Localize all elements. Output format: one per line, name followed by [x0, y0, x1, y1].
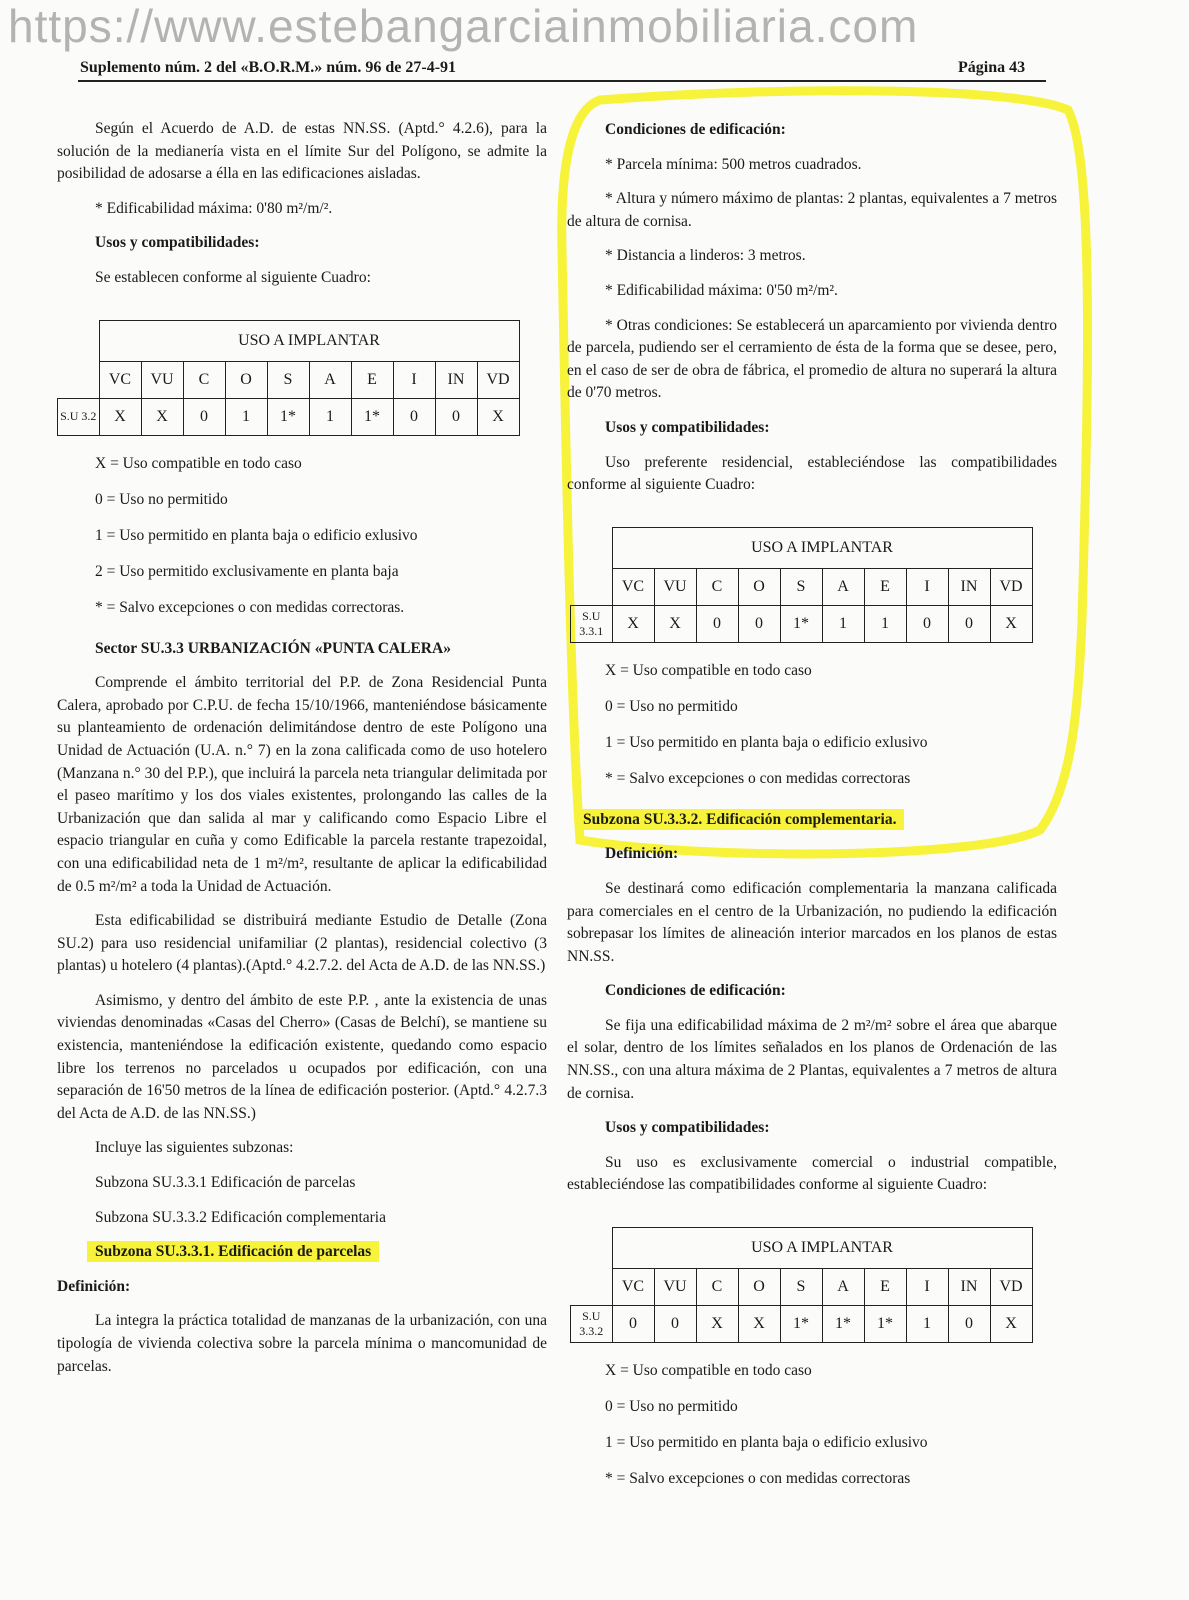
- usage-table: [57, 320, 520, 436]
- legend-item: * = Salvo excepciones o con medidas correctoras: [605, 1470, 911, 1488]
- column-header: E: [864, 1269, 906, 1306]
- subheading: Usos y compatibilidades:: [605, 418, 770, 436]
- usage-table: [570, 527, 1033, 643]
- column-header: S: [780, 568, 822, 605]
- paragraph: Uso preferente residencial, estableciéndose las compatibilidades conforme al siguiente Cuadro:: [567, 453, 1057, 494]
- paragraph: Subzona SU.3.3.1 Edificación de parcelas: [95, 1174, 356, 1192]
- row-label: S.U 3.3.2: [571, 1306, 613, 1343]
- table-cell: 1*: [864, 1306, 906, 1343]
- column-header: VC: [612, 568, 654, 605]
- legend-item: X = Uso compatible en todo caso: [95, 454, 302, 472]
- section-heading: Sector SU.3.3 URBANIZACIÓN «PUNTA CALERA»: [95, 639, 451, 657]
- table-cell: 0: [948, 1306, 990, 1343]
- page-number: Página 43: [958, 59, 1026, 76]
- blank-cell: [58, 320, 100, 361]
- paragraph: Comprende el ámbito territorial del P.P. de Zona Residencial Punta Calera, aprobado por C.P.U. de fecha 15/10/1966, manteniéndose básicamente su planteamiento de ordenación delimitándose dentro de este Polígono una Unidad de Actuación (U.A. n.° 7) en la zona calificada como de uso hotelero (Manzana n.° 30 del P.P.), que incluirá la parcela neta triangular delimitada por el paseo marítimo y los dos viales existentes, prolongando las calles de la Urbanización que dan salida al mar y calificando como Espacio Libre el espacio triangular en cuña y como Edificable la parcela restante trapezoidal, con una edificabilidad neta de 1 m²/m², resultante de aplicar la edificabilidad de 0.5 m²/m² a toda la Unidad de Actuación.: [57, 674, 547, 895]
- table-cell: 0: [654, 1306, 696, 1343]
- column-header: O: [738, 1269, 780, 1306]
- legend: [567, 653, 1057, 797]
- column-header: C: [696, 1269, 738, 1306]
- paragraph: * Edificabilidad máxima: 0'80 m²/m/².: [95, 199, 333, 217]
- paragraph: * Altura y número máximo de plantas: 2 plantas, equivalentes a 7 metros de altura de cornisa.: [567, 190, 1057, 230]
- row-label: S.U 3.2: [58, 398, 100, 435]
- table-cell: 1*: [780, 1306, 822, 1343]
- table-cell: 0: [612, 1306, 654, 1343]
- usage-table: [570, 1227, 1033, 1343]
- table-cell: 1*: [351, 398, 393, 435]
- legend-item: 0 = Uso no permitido: [95, 490, 228, 508]
- column-header: I: [393, 361, 435, 398]
- legend: [567, 1353, 1057, 1497]
- table-cell: 0: [906, 605, 948, 642]
- column-header: O: [738, 568, 780, 605]
- paragraph: * Edificabilidad máxima: 0'50 m²/m².: [605, 281, 838, 299]
- legend-item: * = Salvo excepciones o con medidas correctoras: [605, 769, 911, 787]
- paragraph: Se destinará como edificación complementaria la manzana calificada para comerciales en el centro de la Urbanización, no pudiendo la edificación sobrepasar los límites de alineación interior marcados en los planos de estas NN.SS.: [567, 879, 1057, 965]
- column-header: IN: [435, 361, 477, 398]
- column-header: VC: [99, 361, 141, 398]
- table-cell: X: [477, 398, 519, 435]
- table-cell: X: [990, 605, 1032, 642]
- column-header: VD: [990, 1269, 1032, 1306]
- table-cell: X: [738, 1306, 780, 1343]
- highlighted-heading: Subzona SU.3.3.1. Edificación de parcelas: [87, 1241, 379, 1262]
- blank-cell: [58, 361, 100, 398]
- subheading: Condiciones de edificación:: [605, 982, 786, 1000]
- column-header: VD: [477, 361, 519, 398]
- paragraph: * Parcela mínima: 500 metros cuadrados.: [605, 155, 862, 173]
- column-header: E: [351, 361, 393, 398]
- column-header: I: [906, 1269, 948, 1306]
- paragraph: La integra la práctica totalidad de manzanas de la urbanización, con una tipología de vivienda colectiva sobre la parcela mínima o mancomunidad de parcelas.: [57, 1312, 547, 1375]
- table-cell: 0: [435, 398, 477, 435]
- column-header: IN: [948, 1269, 990, 1306]
- column-header: I: [906, 568, 948, 605]
- column-header: VC: [612, 1269, 654, 1306]
- paragraph: Se establecen conforme al siguiente Cuadro:: [95, 268, 371, 286]
- legend: [57, 446, 547, 626]
- subheading: Condiciones de edificación:: [605, 121, 786, 138]
- subheading: Usos y compatibilidades:: [95, 234, 260, 252]
- column-header: S: [267, 361, 309, 398]
- subheading: Definición:: [57, 1277, 131, 1295]
- row-label: S.U 3.3.1: [571, 605, 613, 642]
- paragraph: * Distancia a linderos: 3 metros.: [605, 247, 806, 265]
- paragraph: Asimismo, y dentro del ámbito de este P.P. , ante la existencia de unas viviendas denominadas «Casas del Cherro» (Casas de Belchí), se mantiene su existencia, manteniéndose la edificación existente, quedando como espacio libre los terrenos no parcelados u ocupados por edificación, con una separación de 16'50 metros de la línea de edificación posterior. (Aptd.° 4.2.7.3 del Acta de A.D. de las NN.SS.): [57, 991, 547, 1122]
- legend-item: 2 = Uso permitido exclusivamente en planta baja: [95, 562, 399, 580]
- watermark: https://www.estebangarciainmobiliaria.com: [8, 0, 919, 52]
- table-cell: 0: [948, 605, 990, 642]
- highlighted-heading: Subzona SU.3.3.2. Edificación complementaria.: [575, 809, 904, 830]
- column-header: E: [864, 568, 906, 605]
- column-header: A: [822, 568, 864, 605]
- paragraph: Su uso es exclusivamente comercial o industrial compatible, estableciéndose las compatibilidades conforme al siguiente Cuadro:: [567, 1153, 1057, 1194]
- table-title: USO A IMPLANTAR: [612, 1228, 1032, 1269]
- paragraph: Subzona SU.3.3.2 Edificación complementaria: [95, 1208, 386, 1226]
- column-header: VU: [141, 361, 183, 398]
- table-cell: 0: [183, 398, 225, 435]
- right-column: [567, 119, 1057, 1509]
- table-cell: 0: [696, 605, 738, 642]
- column-header: VU: [654, 1269, 696, 1306]
- table-cell: X: [696, 1306, 738, 1343]
- subheading: Usos y compatibilidades:: [605, 1119, 770, 1137]
- legend-item: * = Salvo excepciones o con medidas correctoras.: [95, 598, 405, 616]
- table-title: USO A IMPLANTAR: [612, 527, 1032, 568]
- table-cell: 0: [393, 398, 435, 435]
- blank-cell: [571, 1269, 613, 1306]
- blank-cell: [571, 1228, 613, 1269]
- paragraph: Según el Acuerdo de A.D. de estas NN.SS. (Aptd.° 4.2.6), para la solución de la medianería vista en el límite Sur del Polígono, se admite la posibilidad de adosarse a élla en las edificaciones aisladas.: [57, 120, 547, 183]
- column-header: S: [780, 1269, 822, 1306]
- table-cell: 1: [309, 398, 351, 435]
- paragraph: Se fija una edificabilidad máxima de 2 m²/m² sobre el área que abarque el solar, dentro de los límites señalados en los planos de Ordenación de las NN.SS., con una altura máxima de 2 Plantas, equivalentes a 7 metros de altura de cornisa.: [567, 1016, 1057, 1102]
- column-header: O: [225, 361, 267, 398]
- paragraph: Esta edificabilidad se distribuirá mediante Estudio de Detalle (Zona SU.2) para uso residencial unifamiliar (2 plantas), residencial colectivo (3 plantas) u hotelero (4 plantas).(Aptd.° 4.2.7.2. del Acta de A.D. de las NN.SS.): [57, 912, 547, 975]
- table-cell: X: [141, 398, 183, 435]
- subheading: Definición:: [605, 845, 679, 863]
- table-cell: 1: [864, 605, 906, 642]
- legend-item: 1 = Uso permitido en planta baja o edificio exlusivo: [95, 526, 418, 544]
- legend-item: 0 = Uso no permitido: [605, 697, 738, 715]
- table-title: USO A IMPLANTAR: [99, 320, 519, 361]
- legend-item: X = Uso compatible en todo caso: [605, 1362, 812, 1380]
- column-header: VU: [654, 568, 696, 605]
- column-header: C: [696, 568, 738, 605]
- legend-item: 0 = Uso no permitido: [605, 1398, 738, 1416]
- column-header: A: [309, 361, 351, 398]
- left-column: [57, 118, 547, 1390]
- table-cell: 1*: [780, 605, 822, 642]
- blank-cell: [571, 527, 613, 568]
- table-cell: X: [654, 605, 696, 642]
- table-cell: 1: [906, 1306, 948, 1343]
- table-cell: 0: [738, 605, 780, 642]
- paragraph: Incluye las siguientes subzonas:: [95, 1139, 294, 1157]
- table-cell: 1: [822, 605, 864, 642]
- column-header: VD: [990, 568, 1032, 605]
- column-header: A: [822, 1269, 864, 1306]
- table-cell: X: [612, 605, 654, 642]
- legend-item: X = Uso compatible en todo caso: [605, 661, 812, 679]
- table-cell: X: [99, 398, 141, 435]
- table-cell: 1*: [822, 1306, 864, 1343]
- legend-item: 1 = Uso permitido en planta baja o edificio exlusivo: [605, 1434, 928, 1452]
- table-cell: 1: [225, 398, 267, 435]
- header-left: Suplemento núm. 2 del «B.O.R.M.» núm. 96 de 27-4-91: [80, 59, 457, 76]
- blank-cell: [571, 568, 613, 605]
- table-cell: 1*: [267, 398, 309, 435]
- column-header: IN: [948, 568, 990, 605]
- column-header: C: [183, 361, 225, 398]
- table-cell: X: [990, 1306, 1032, 1343]
- paragraph: * Otras condiciones: Se establecerá un aparcamiento por vivienda dentro de parcela, pudiendo ser el cerramiento de ésta de la forma que se desee, pero, en el caso de ser de obra de fábrica, el promedio de altura no superará la altura de 0'70 metros.: [567, 316, 1057, 402]
- legend-item: 1 = Uso permitido en planta baja o edificio exlusivo: [605, 733, 928, 751]
